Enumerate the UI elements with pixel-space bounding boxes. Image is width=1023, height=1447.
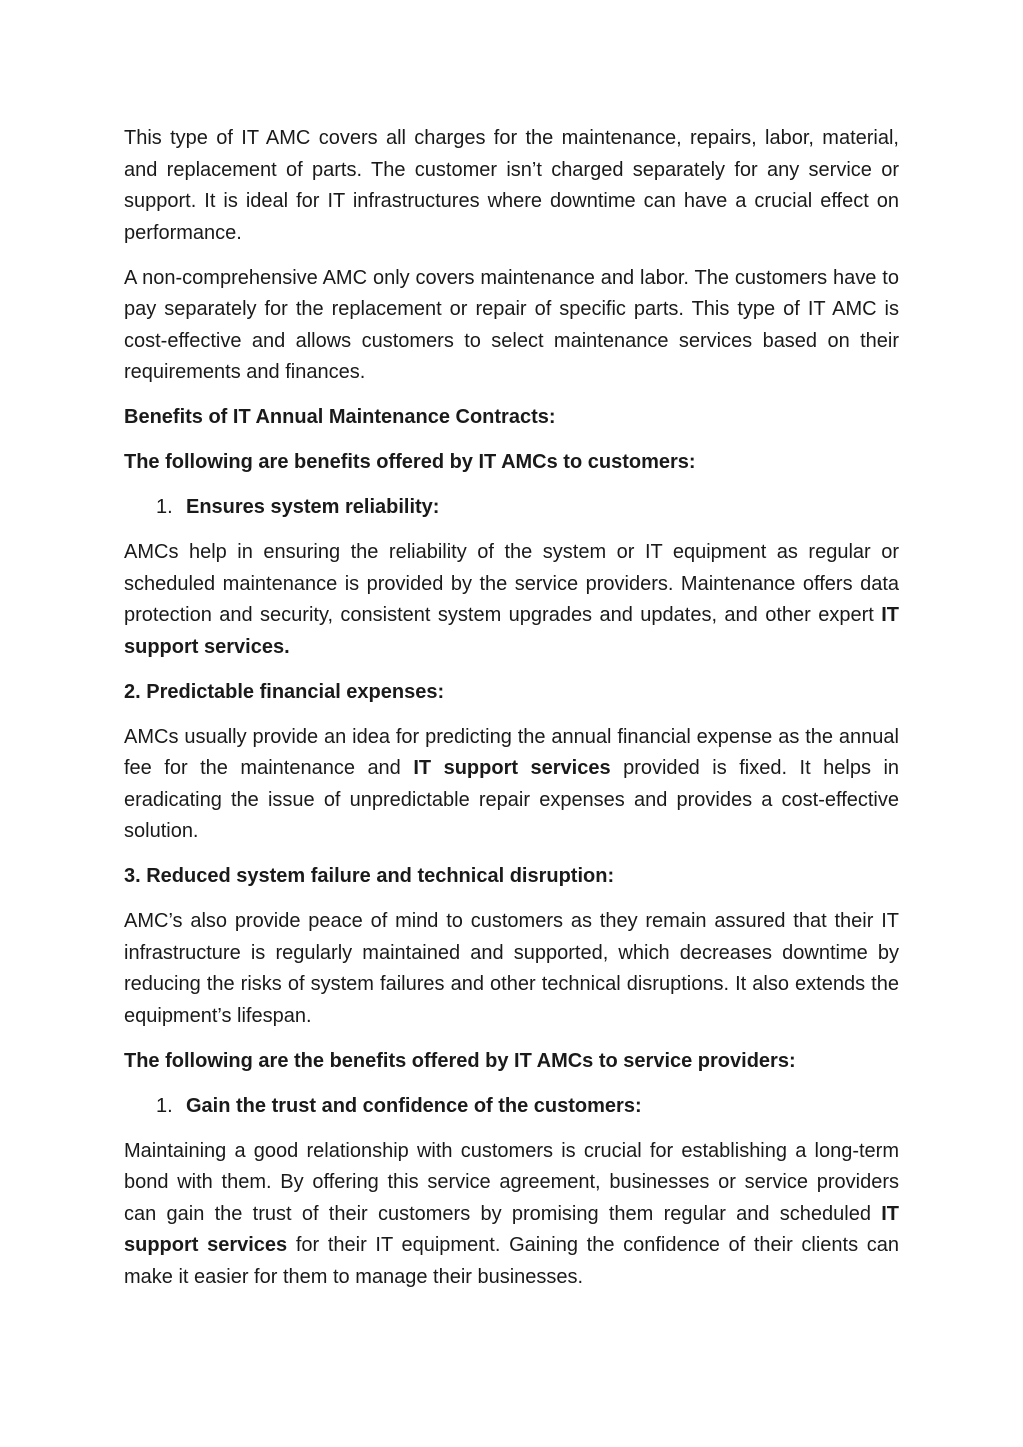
body-text: for their IT equipment. Gaining the confidence of their clients can make it easier for them to manage their businesses. [124,1234,899,1288]
body-text: AMCs usually provide an idea for predicting the annual financial expense as the annual fee for the maintenance and [124,725,899,779]
list-item-system-reliability [124,492,899,524]
paragraph-trust-confidence [124,1136,899,1294]
paragraph-predictable-expenses [124,722,899,848]
heading-reduced-failure: 3. Reduced system failure and technical disruption: [124,865,615,887]
heading-benefits: Benefits of IT Annual Maintenance Contracts: [124,406,556,428]
body-text: AMCs help in ensuring the reliability of the system or IT equipment as regular or scheduled maintenance is provided by the service providers. Maintenance offers data protection and security, consistent system upgrades and updates, and other expert [124,541,899,626]
bold-text: IT support services [413,757,611,779]
paragraph-system-reliability [124,537,899,663]
list-label: Gain the trust and confidence of the customers: [186,1094,642,1117]
paragraph-non-comprehensive-amc: A non-comprehensive AMC only covers maintenance and labor. The customers have to pay separately for the replacement or repair of specific parts. This type of IT AMC is cost-effective and allows customers to select maintenance services based on their requirements and finances. [124,266,899,383]
paragraph-reduced-failure: AMC’s also provide peace of mind to customers as they remain assured that their IT infrastructure is regularly maintained and supported, which decreases downtime by reducing the risks of system failures and other technical disruptions. It also extends the equipment’s lifespan. [124,910,899,1027]
body-text: Maintaining a good relationship with customers is crucial for establishing a long-term bond with them. By offering this service agreement, businesses or service providers can gain the trust of their customers by promising them regular and scheduled [124,1139,899,1225]
body-text: provided is fixed. It helps in eradicating the issue of unpredictable repair expenses and provides a cost-effective solution. [124,757,900,842]
bold-text: IT support services. [124,604,899,658]
list-number: 1. [156,1094,173,1117]
list-label: Ensures system reliability: [186,496,440,518]
bold-text: IT support services [124,1202,899,1256]
document-page [124,123,899,1307]
paragraph-comprehensive-amc: This type of IT AMC covers all charges for the maintenance, repairs, labor, material, and replacement of parts. The customer isn’t charged separately for any service or support. It is ideal for IT infrastructures where downtime can have a crucial effect on performance. [124,127,899,244]
heading-customer-benefits: The following are benefits offered by IT AMCs to customers: [124,451,696,473]
heading-predictable-expenses: 2. Predictable financial expenses: [124,680,445,703]
list-number: 1. [156,496,173,518]
heading-provider-benefits: The following are the benefits offered by IT AMCs to service providers: [124,1049,796,1072]
list-item-trust-confidence [124,1091,899,1123]
